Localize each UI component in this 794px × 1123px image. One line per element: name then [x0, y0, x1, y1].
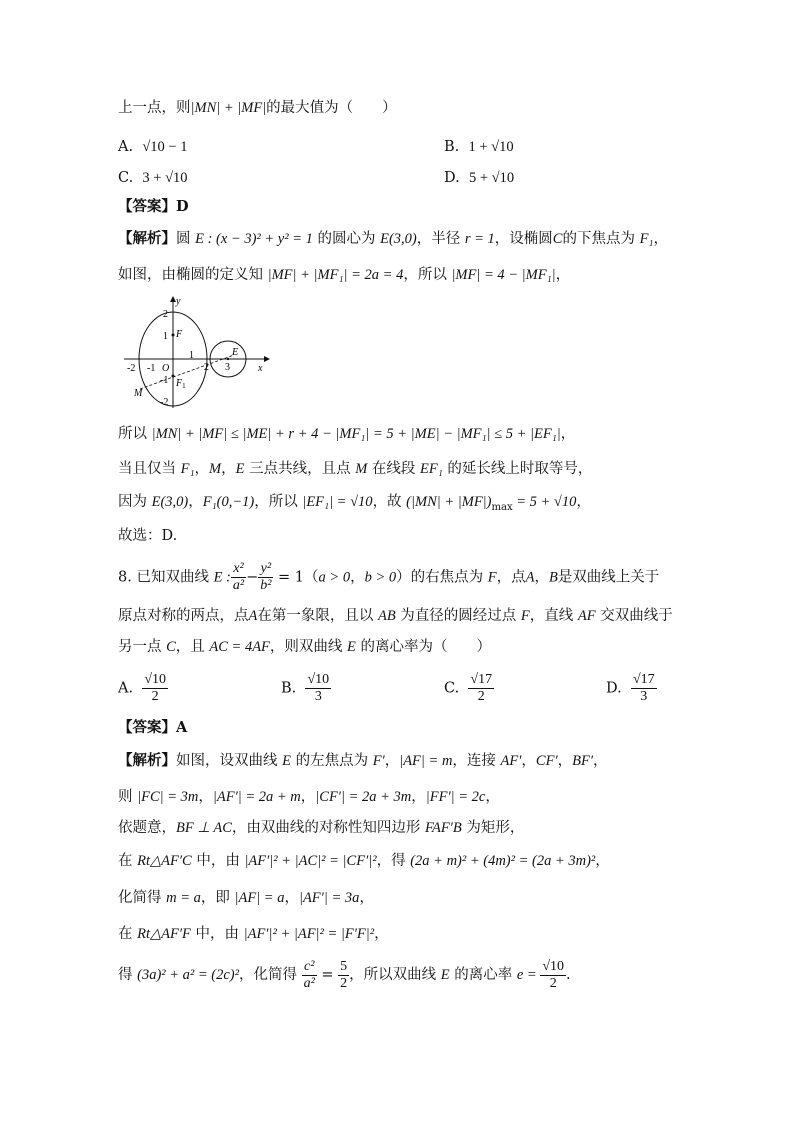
- q7-stem-line: [118, 98, 397, 118]
- q7-analysis-l1a: 圆: [176, 231, 196, 247]
- q8-analysis-l4a: 在: [118, 853, 138, 869]
- q7-stem-start: 上一点，则: [118, 100, 191, 116]
- q8-l3e: ，则双曲线: [269, 639, 348, 655]
- q7-analysis-l1i: 的下焦点为: [562, 231, 640, 247]
- q8-analysis-line-2: [118, 787, 500, 807]
- q8-analysis-l6e: ，: [374, 926, 389, 942]
- q8-analysis-l7b: (3a)² + a² = (2c)²: [137, 967, 239, 983]
- q7-analysis-l1e: ，半径: [416, 231, 465, 247]
- q8-analysis-l1b: E: [282, 753, 291, 769]
- q7-analysis-l1k: ，: [653, 231, 668, 247]
- ellipse-circle-figure: [118, 292, 278, 414]
- y-tick-m1: -1: [160, 375, 169, 386]
- origin-label: O: [162, 363, 170, 374]
- q7-analysis-l2b: |MF| + |MF₁| = 2a = 4: [267, 267, 404, 283]
- q7-analysis-l1j: F₁: [639, 231, 654, 247]
- q8-analysis-l6b: Rt△AF′F: [137, 926, 191, 942]
- q8-analysis-l7k-den: 2: [549, 975, 557, 991]
- q7-analysis-line-5: [118, 492, 591, 512]
- fraction: [468, 672, 494, 705]
- q7-analysis-l3b: |MN| + |MF| ≤ |ME| + r + 4 − |MF₁| = 5 + |ME| − |MF₁| ≤ 5 + |EF₁|: [151, 426, 561, 442]
- fraction: [305, 672, 331, 705]
- q8-options-A-label: A.: [118, 680, 134, 697]
- q7-option-b: [444, 137, 514, 157]
- q8-frac1-num: x²: [233, 561, 244, 576]
- q8-stem-line-2: [118, 606, 673, 626]
- fraction: [338, 959, 349, 992]
- q8-l1f: b > 0: [364, 569, 397, 586]
- q8-analysis-l4e: ，得: [376, 853, 411, 869]
- point-f1: [172, 375, 175, 378]
- q8-l2g: ，直线: [529, 608, 578, 624]
- q8-analysis-l1l: BF′: [572, 753, 594, 769]
- q7-stem-expr: |MN| + |MF|: [190, 100, 267, 116]
- q7-option-d-value: 5 + √10: [468, 170, 515, 186]
- q7-stem-end: 的最大值为（ ）: [266, 100, 397, 116]
- q8-l2h: AF: [577, 608, 596, 624]
- q7-analysis-l5a: 因为: [118, 494, 152, 510]
- q8-analysis-l7c: ，化简得: [238, 967, 302, 983]
- q8-analysis-l2b: |FC| = 3m: [137, 789, 199, 805]
- x-axis-arrow: [264, 356, 270, 362]
- q8-l2f: F: [520, 608, 530, 624]
- q8-l1e: ，: [350, 569, 365, 586]
- q7-option-b-label: B.: [444, 139, 460, 155]
- fraction: [231, 561, 246, 594]
- q8-l1h: F: [487, 569, 497, 586]
- q7-answer-value: D: [176, 198, 189, 215]
- q8-analysis-l5a: 化简得: [118, 890, 167, 906]
- figure-label-F1: F: [176, 378, 183, 389]
- q8-analysis-l3b: BF ⊥ AC: [176, 820, 232, 836]
- q7-option-c-label: C.: [118, 170, 134, 186]
- q7-analysis-l4d: M: [209, 461, 222, 477]
- point-f: [172, 334, 175, 337]
- q8-options-B-label: B.: [281, 680, 297, 697]
- x-tick-m2: -2: [127, 363, 136, 374]
- q8-option-b: [281, 672, 331, 705]
- label-f: F: [176, 329, 183, 340]
- q8-analysis-line-5: [118, 888, 374, 908]
- q7-analysis-l4a: 当且仅当: [118, 461, 181, 477]
- q7-analysis-l1g: ，设椭圆: [494, 231, 553, 247]
- q8-analysis-l6c: 中，由: [190, 926, 244, 942]
- q8-analysis-line-3: [118, 818, 524, 838]
- q8-analysis-line-1: [118, 751, 608, 771]
- q8-options-A-num: √10: [144, 672, 166, 687]
- q8-frac2-den: b²: [260, 578, 272, 593]
- fraction: [631, 672, 657, 705]
- q8-analysis-l1d: F′: [372, 753, 385, 769]
- q7-analysis-l5b: E(3,0): [151, 494, 189, 510]
- q8-l3g: 的离心率为（ ）: [355, 639, 491, 655]
- q8-analysis-l5e: ，: [284, 890, 299, 906]
- q8-analysis-l3e: 为矩形，: [461, 820, 525, 836]
- q7-analysis-l5g: ，故: [372, 494, 407, 510]
- q7-analysis-l4h: M: [355, 461, 368, 477]
- q7-analysis-l5e: ，所以: [254, 494, 303, 510]
- q8-l2a: 原点对称的两点，点: [118, 608, 249, 624]
- point-e: [227, 358, 229, 360]
- q7-analysis-l4f: E: [235, 461, 245, 477]
- fraction: [302, 959, 317, 992]
- q8-analysis-l3a: 依题意，: [118, 820, 176, 836]
- q8-l3d: AC = 4AF: [209, 639, 270, 655]
- fraction: [540, 959, 566, 992]
- q8-options-D-label: D.: [606, 680, 622, 697]
- q7-analysis-l5f: |EF₁| = √10: [302, 494, 373, 510]
- q8-l2c: 在第一象限，且以: [257, 608, 378, 624]
- q8-l3f: E: [347, 639, 356, 655]
- q8-analysis-l7f-num: 5: [340, 958, 348, 974]
- q8-analysis-line-7: [118, 958, 571, 992]
- q8-options-C-num: √17: [470, 672, 493, 687]
- q8-analysis-l2g: ，: [411, 789, 426, 805]
- q8-l1d: a > 0: [318, 569, 351, 586]
- q7-analysis-line-2: [118, 265, 570, 285]
- q8-l1i: ，点: [496, 569, 526, 586]
- q7-analysis-l1b: E : (x − 3)² + y² = 1: [195, 231, 313, 247]
- q8-analysis-l2d: |AF′| = 2a + m: [212, 789, 301, 805]
- q8-analysis-l2c: ，: [198, 789, 213, 805]
- y-tick-m2: -2: [160, 397, 169, 408]
- q8-option-a: [118, 672, 168, 705]
- label-f1: [175, 378, 186, 390]
- q8-l1k: ，: [534, 569, 549, 586]
- q8-l1c: = 1（: [273, 569, 319, 586]
- q7-option-b-value: 1 + √10: [468, 139, 514, 155]
- x-axis-label: x: [258, 363, 263, 374]
- q7-analysis-l5d: F₁(0,−1): [202, 494, 255, 510]
- q7-analysis-l4g: 三点共线，且点: [244, 461, 356, 477]
- q8-analysis-l1i: ，: [521, 753, 536, 769]
- q8-analysis-tag: 【解析】: [118, 752, 176, 769]
- fraction: [142, 672, 168, 705]
- q8-options-B-num: √10: [307, 672, 330, 687]
- q8-l1b: E :: [213, 569, 231, 586]
- q7-analysis-l1f: r = 1: [464, 231, 495, 247]
- q8-l3c: ，且: [175, 639, 210, 655]
- q8-analysis-l1a: 如图，设双曲线: [176, 753, 283, 769]
- q8-answer: [118, 718, 187, 738]
- q8-analysis-l3c: ，由双曲线的对称性知四边形: [231, 820, 425, 836]
- q7-answer: [118, 197, 189, 217]
- q7-analysis-l4i: 在线段: [367, 461, 420, 477]
- q7-analysis-l6: 故选：D.: [118, 528, 178, 544]
- q8-l3b: C: [166, 639, 176, 655]
- q8-analysis-l4f: (2a + m)² + (4m)² = (2a + 3m)²: [410, 853, 596, 869]
- q7-analysis-l2e: ，: [555, 267, 571, 283]
- q7-analysis-l5j: = 5 + √10: [512, 494, 577, 510]
- q8-analysis-l7h: E: [440, 967, 450, 983]
- q8-analysis-l5g: ，: [359, 890, 374, 906]
- q8-frac1-den: a²: [232, 578, 245, 593]
- q7-analysis-l4e: ，: [221, 461, 236, 477]
- q7-option-a-value: √10 − 1: [142, 139, 188, 155]
- q8-l1l: B: [548, 569, 558, 586]
- q8-options-B-den: 3: [314, 689, 322, 704]
- q8-analysis-line-4: [118, 851, 610, 871]
- q8-analysis-l2h: |FF′| = 2c: [425, 789, 486, 805]
- q8-analysis-l7a: 得: [118, 967, 138, 983]
- x-tick-2: 2: [204, 362, 209, 373]
- q8-l1a: 已知双曲线: [136, 569, 214, 586]
- q7-analysis-l5h: (|MN| + |MF|): [406, 494, 492, 510]
- q8-analysis-l2i: ，: [485, 789, 500, 805]
- q7-analysis-l5i: max: [491, 501, 513, 513]
- q7-option-c-value: 3 + √10: [142, 170, 188, 186]
- q7-analysis-l3c: ，: [560, 426, 576, 442]
- q8-analysis-l7k-num: √10: [542, 958, 565, 974]
- q8-number: 8.: [118, 569, 132, 586]
- x-tick-3: 3: [225, 362, 230, 373]
- q8-analysis-l4d: |AF′|² + |AC|² = |CF′|²: [244, 853, 377, 869]
- q7-analysis-line-1: [118, 229, 668, 249]
- q8-analysis-l1c: 的左焦点为: [290, 753, 373, 769]
- y-tick-2: 2: [163, 309, 168, 320]
- q7-analysis-tag: 【解析】: [118, 230, 176, 247]
- q8-analysis-l1j: CF′: [535, 753, 558, 769]
- q7-analysis-l1c: 的圆心为: [312, 231, 381, 247]
- y-axis-label: y: [176, 296, 181, 307]
- q8-l1g: ）的右焦点为: [396, 569, 488, 586]
- q8-analysis-line-6: [118, 924, 389, 944]
- q8-l2i: 交双曲线于: [595, 608, 673, 624]
- q8-option-c: [444, 672, 494, 705]
- q8-analysis-l5b: m = a: [166, 890, 201, 906]
- q8-analysis-l7j: e =: [516, 967, 541, 983]
- q8-analysis-l5d: |AF| = a: [234, 890, 285, 906]
- q8-analysis-l5c: ，即: [200, 890, 235, 906]
- x-tick-m1: -1: [147, 363, 156, 374]
- q7-analysis-l2a: 如图，由椭圆的定义知: [118, 267, 268, 283]
- q8-analysis-l7d-num: c²: [303, 958, 315, 974]
- q7-option-a: [118, 137, 187, 157]
- q7-option-c: [118, 168, 188, 188]
- q8-options-A-den: 2: [151, 689, 159, 704]
- q8-l1m: 是双曲线上关于: [557, 569, 660, 586]
- label-e: E: [232, 347, 239, 358]
- q8-analysis-l2e: ，: [300, 789, 316, 805]
- q7-analysis-l1d: E(3,0): [380, 231, 417, 247]
- q8-analysis-l7d-den: a²: [303, 975, 315, 991]
- q8-options-C-label: C.: [444, 680, 460, 697]
- q8-analysis-l2a: 则: [118, 789, 138, 805]
- q8-l2e: 为直径的圆经过点: [395, 608, 521, 624]
- q8-answer-value: A: [176, 719, 188, 736]
- q7-analysis-l2c: ，所以: [403, 267, 452, 283]
- q8-options-D-den: 3: [640, 689, 648, 704]
- q7-option-d-label: D.: [444, 170, 460, 186]
- q8-answer-tag: 【答案】: [118, 719, 176, 736]
- q8-options-C-den: 2: [477, 689, 485, 704]
- q8-analysis-l1g: ，连接: [452, 753, 501, 769]
- figure-label-F1-sub: 1: [182, 382, 186, 390]
- q8-stem-line-1: [118, 561, 659, 594]
- q7-analysis-line-4: [118, 459, 592, 479]
- q8-frac2-num: y²: [260, 561, 272, 576]
- q8-analysis-l2f: |CF′| = 2a + 3m: [315, 789, 412, 805]
- q7-analysis-l4k: 的延长线上时取等号，: [442, 461, 593, 477]
- q7-analysis-line-6: [118, 526, 177, 546]
- q7-analysis-l5k: ，: [576, 494, 591, 510]
- q7-analysis-l4b: F₁: [180, 461, 195, 477]
- q8-analysis-l1f: |AF| = m: [399, 753, 453, 769]
- q8-analysis-l4b: Rt△AF′C: [137, 853, 192, 869]
- q8-l3a: 另一点: [118, 639, 167, 655]
- q8-analysis-l1h: AF′: [500, 753, 522, 769]
- q8-analysis-l7e: =: [316, 967, 339, 983]
- q8-analysis-l7l: .: [566, 967, 571, 983]
- fraction: [258, 561, 273, 594]
- q8-analysis-l7i: 的离心率: [449, 967, 517, 983]
- q7-option-d: [444, 168, 514, 188]
- q8-analysis-l7g: ，所以双曲线: [349, 967, 441, 983]
- y-tick-1: 1: [163, 331, 168, 342]
- q8-l1j: A: [525, 569, 535, 586]
- q7-analysis-l4j: EF₁: [420, 461, 443, 477]
- x-tick-1: 1: [189, 350, 194, 361]
- q8-analysis-l5f: |AF′| = 3a: [298, 890, 360, 906]
- q8-analysis-l6a: 在: [118, 926, 138, 942]
- q7-analysis-l2d: |MF| = 4 − |MF₁|: [451, 267, 556, 283]
- q8-analysis-l4g: ，: [595, 853, 610, 869]
- q7-analysis-line-3: [118, 424, 575, 444]
- label-m: M: [134, 388, 143, 399]
- q7-analysis-l1h: C: [552, 231, 563, 247]
- q7-analysis-l4c: ，: [194, 461, 210, 477]
- q8-analysis-l6d: |AF′|² + |AF|² = |F′F|²: [243, 926, 375, 942]
- q8-analysis-l7f-den: 2: [340, 975, 348, 991]
- q8-analysis-l3d: FAF′B: [424, 820, 462, 836]
- q8-analysis-l1k: ，: [557, 753, 573, 769]
- q8-l2b: A: [248, 608, 258, 624]
- q7-analysis-l3a: 所以: [118, 426, 152, 442]
- q8-stem-line-3: [118, 637, 491, 657]
- q8-option-d: [606, 672, 657, 705]
- q8-analysis-l1e: ，: [384, 753, 400, 769]
- q7-option-a-label: A.: [118, 139, 134, 155]
- q8-analysis-l1m: ，: [593, 753, 608, 769]
- q8-l2d: AB: [377, 608, 396, 624]
- q8-options-D-num: √17: [632, 672, 655, 687]
- q7-answer-tag: 【答案】: [118, 198, 176, 215]
- q8-analysis-l4c: 中，由: [191, 853, 245, 869]
- q7-analysis-l5c: ，: [188, 494, 203, 510]
- q8-minus: −: [246, 569, 259, 586]
